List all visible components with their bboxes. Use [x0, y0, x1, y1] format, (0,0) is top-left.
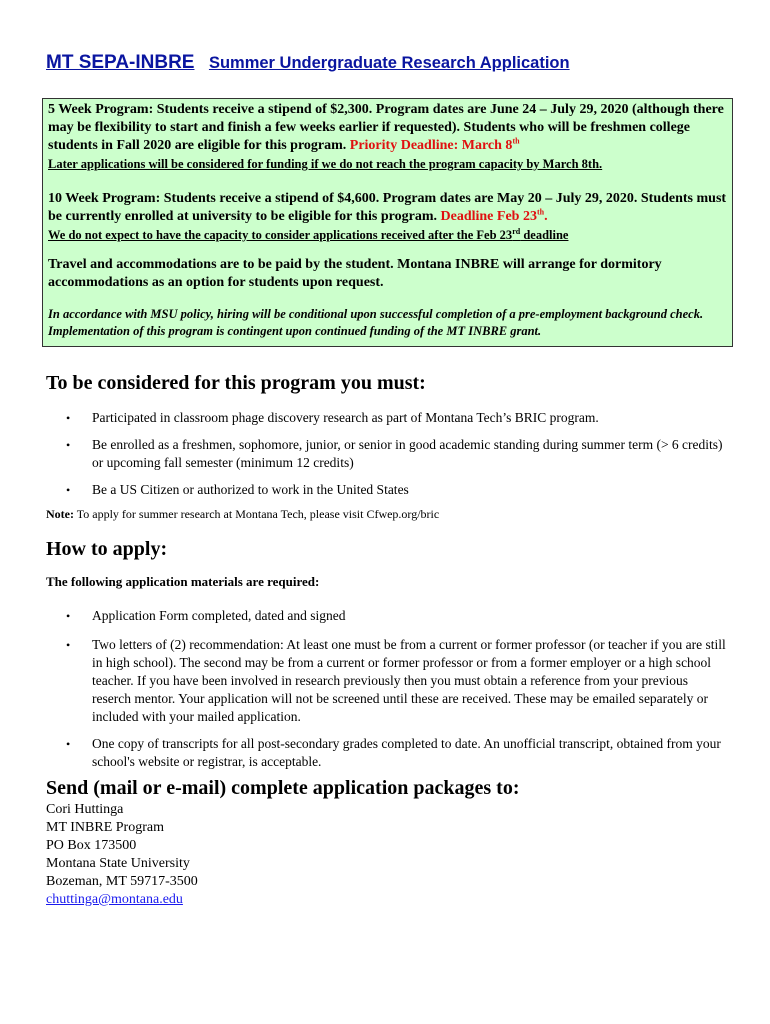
policy-note: In accordance with MSU policy, hiring will be conditional upon successful completion of a pre-employment background check. Implementation of this program is contingent upon continued funding of the MT INBRE grant.	[48, 307, 704, 338]
requirements-heading: To be considered for this program you must:	[46, 372, 426, 394]
send-heading: Send (mail or e-mail) complete application packages to:	[46, 777, 520, 799]
program-name: MT SEPA-INBRE	[46, 52, 195, 73]
application-subtitle: Summer Undergraduate Research Application	[208, 54, 570, 72]
note-text: To apply for summer research at Montana Tech, please visit Cfwep.org/bric	[73, 507, 440, 521]
travel-note: Travel and accommodations are to be paid by the student. Montana INBRE will arrange for dormitory accommodations as an option for students upon request.	[48, 257, 662, 290]
list-item	[66, 481, 726, 499]
list-item	[66, 607, 726, 625]
list-item	[66, 409, 726, 427]
ten-week-late-sup: rd	[512, 226, 521, 236]
bullet-icon: •	[66, 438, 71, 452]
ten-week-late-a: We do not expect to have the capacity to consider applications received after the Feb 23	[48, 228, 513, 242]
ten-week-program	[48, 190, 727, 226]
note	[46, 507, 439, 522]
list-item	[66, 436, 726, 472]
list-item-text: Application Form completed, dated and signed	[92, 608, 346, 623]
email-link[interactable]: chuttinga@montana.edu	[46, 892, 183, 907]
ten-week-deadline-end: .	[544, 209, 548, 224]
address-line: Bozeman, MT 59717-3500	[46, 874, 198, 889]
ten-week-deadline-sup: th	[536, 207, 545, 217]
list-item-text: One copy of transcripts for all post-secondary grades completed to date. An unofficial transcript, obtained from your school's website or registrar, is acceptable.	[92, 736, 721, 769]
ten-week-late-b: deadline	[520, 228, 569, 242]
ten-week-deadline-text: Deadline Feb 23	[440, 209, 537, 224]
list-item-text: Be a US Citizen or authorized to work in the United States	[92, 482, 409, 497]
ten-week-text: 10 Week Program: Students receive a stipend of $4,600. Program dates are May 20 – July 29, 2020. Students must be currently enrolled at university to be eligible for this program.	[48, 191, 727, 224]
how-to-apply-heading: How to apply:	[46, 538, 168, 560]
list-item-text: Be enrolled as a freshmen, sophomore, junior, or senior in good academic standing during summer term (> 6 credits) or upcoming fall semester (minimum 12 credits)	[92, 437, 723, 470]
program-info-box	[42, 98, 733, 347]
priority-deadline-text: Priority Deadline: March 8	[349, 138, 513, 153]
ten-week-deadline	[441, 209, 548, 224]
mailing-address	[46, 801, 198, 909]
five-week-text: 5 Week Program: Students receive a stipend of $2,300. Program dates are June 24 – July 29, 2020 (although there may be flexibility to start and finish a few weeks earlier if requested). Students who will be freshmen college students in Fall 2020 are eligible for this program.	[48, 102, 724, 153]
priority-deadline-sup: th	[512, 136, 520, 146]
bullet-icon: •	[66, 411, 71, 425]
materials-list	[66, 607, 726, 771]
five-week-late-note: Later applications will be considered for funding if we do not reach the program capacity by March 8th.	[48, 157, 603, 171]
bullet-icon: •	[66, 638, 71, 652]
bullet-icon: •	[66, 483, 71, 497]
bullet-icon: •	[66, 737, 71, 751]
page-title	[46, 52, 746, 74]
bullet-icon: •	[66, 609, 71, 623]
list-item	[66, 636, 726, 726]
materials-subheading: The following application materials are required:	[46, 574, 320, 589]
five-week-program	[48, 101, 727, 155]
address-line: PO Box 173500	[46, 838, 137, 853]
requirements-list	[66, 409, 726, 499]
address-line: Cori Huttinga	[46, 802, 124, 817]
ten-week-late-note	[48, 226, 727, 244]
address-line: MT INBRE Program	[46, 820, 164, 835]
list-item-text: Two letters of (2) recommendation: At least one must be from a current or former professor (or teacher if you are still in high school). The second may be from a current or former professor or from a former employer or a high school teacher. If you have been involved in research previously then you must obtain a reference from your previous reserch mentor. Your application will not be screened until these are received. These may be emailed separately or included with your mailed application.	[92, 637, 726, 724]
priority-deadline	[350, 138, 520, 153]
note-label: Note:	[46, 507, 74, 521]
address-line: Montana State University	[46, 856, 190, 871]
list-item	[66, 735, 726, 771]
list-item-text: Participated in classroom phage discovery research as part of Montana Tech’s BRIC program.	[92, 410, 599, 425]
